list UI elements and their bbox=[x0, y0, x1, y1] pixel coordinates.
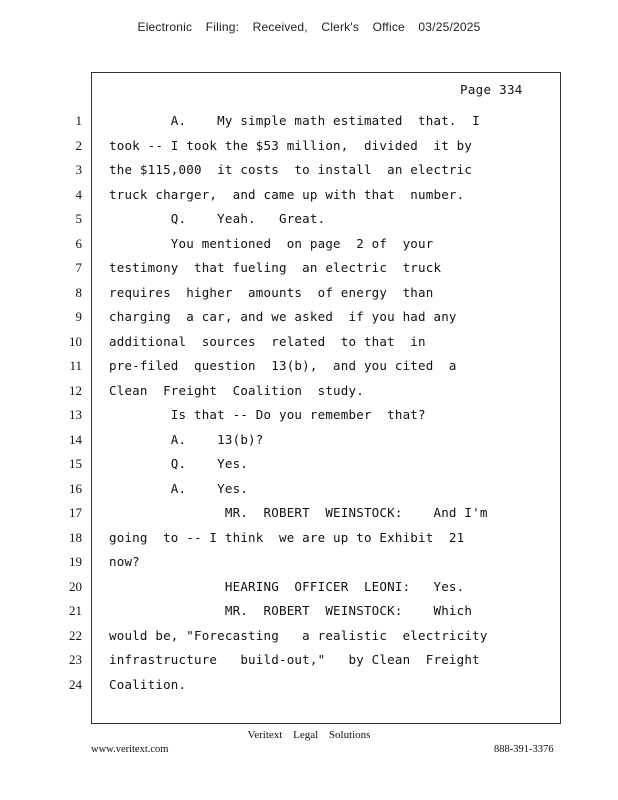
transcript-line bbox=[0, 626, 560, 646]
line-number: 20 bbox=[69, 578, 82, 594]
line-number: 8 bbox=[75, 284, 82, 300]
line-text: the $115,000 it costs to install an electric bbox=[109, 162, 473, 177]
line-number: 13 bbox=[69, 407, 82, 422]
filing-header: Electronic Filing: Received, Clerk's Office 03/25/2025 bbox=[137, 20, 481, 34]
transcript-line bbox=[0, 307, 560, 327]
transcript-line bbox=[0, 283, 560, 303]
line-text: MR. ROBERT WEINSTOCK: And I'm bbox=[109, 505, 488, 520]
transcript-line bbox=[0, 430, 560, 450]
page-number: Page 334 bbox=[460, 82, 523, 97]
transcript-line bbox=[0, 675, 560, 695]
transcript-line bbox=[0, 503, 560, 523]
line-text: took -- I took the $53 million, divided it by bbox=[109, 137, 473, 153]
line-text: MR. ROBERT WEINSTOCK: Which bbox=[109, 603, 473, 618]
line-text: pre-filed question 13(b), and you cited a bbox=[109, 358, 457, 373]
transcript-line bbox=[0, 160, 560, 180]
line-text: You mentioned on page 2 of your bbox=[109, 235, 434, 251]
transcript-line bbox=[0, 209, 560, 229]
line-number: 1 bbox=[75, 113, 82, 128]
footer-phone: 888-391-3376 bbox=[494, 744, 554, 755]
line-text: Q. Yes. bbox=[109, 456, 249, 471]
transcript-line bbox=[0, 601, 560, 621]
line-number: 22 bbox=[69, 627, 82, 643]
line-number: 6 bbox=[75, 235, 82, 251]
line-number: 19 bbox=[69, 554, 82, 569]
transcript-line bbox=[0, 405, 560, 425]
line-number: 3 bbox=[75, 162, 82, 177]
transcript-line bbox=[0, 356, 560, 376]
line-text: A. My simple math estimated that. I bbox=[109, 113, 480, 128]
line-text: A. Yes. bbox=[109, 480, 249, 496]
line-text: would be, "Forecasting a realistic electricity bbox=[109, 627, 488, 643]
transcript-line bbox=[0, 528, 560, 548]
line-number: 15 bbox=[69, 456, 82, 471]
line-text: additional sources related to that in bbox=[109, 333, 426, 349]
line-number: 24 bbox=[69, 676, 82, 692]
line-text: infrastructure build-out," by Clean Freight bbox=[109, 652, 480, 667]
line-number: 11 bbox=[69, 358, 82, 373]
line-number: 2 bbox=[75, 137, 82, 153]
transcript-line bbox=[0, 552, 560, 572]
line-number: 10 bbox=[69, 333, 82, 349]
transcript-line bbox=[0, 332, 560, 352]
transcript-line bbox=[0, 234, 560, 254]
footer-website: www.veritext.com bbox=[91, 744, 169, 755]
line-text: requires higher amounts of energy than bbox=[109, 284, 434, 300]
line-number: 18 bbox=[69, 529, 82, 545]
line-text: HEARING OFFICER LEONI: Yes. bbox=[109, 578, 465, 594]
line-number: 21 bbox=[69, 603, 82, 618]
line-text: Q. Yeah. Great. bbox=[109, 211, 326, 226]
line-text: now? bbox=[109, 554, 140, 569]
line-text: truck charger, and came up with that number. bbox=[109, 186, 465, 202]
line-number: 23 bbox=[69, 652, 82, 667]
line-number: 14 bbox=[69, 431, 82, 447]
line-number: 17 bbox=[69, 505, 82, 520]
transcript-line bbox=[0, 454, 560, 474]
line-text: Coalition. bbox=[109, 676, 187, 692]
line-text: Clean Freight Coalition study. bbox=[109, 382, 364, 398]
line-text: going to -- I think we are up to Exhibit 21 bbox=[109, 529, 465, 545]
footer-company: Veritext Legal Solutions bbox=[247, 729, 371, 741]
transcript-line bbox=[0, 111, 560, 131]
transcript-line bbox=[0, 381, 560, 401]
line-text: Is that -- Do you remember that? bbox=[109, 407, 426, 422]
line-number: 16 bbox=[69, 480, 82, 496]
line-text: charging a car, and we asked if you had any bbox=[109, 309, 457, 324]
transcript-line bbox=[0, 136, 560, 156]
line-number: 12 bbox=[69, 382, 82, 398]
transcript-line bbox=[0, 258, 560, 278]
line-text: testimony that fueling an electric truck bbox=[109, 260, 442, 275]
transcript-line bbox=[0, 185, 560, 205]
line-number: 4 bbox=[75, 186, 82, 202]
transcript-line bbox=[0, 479, 560, 499]
transcript-line bbox=[0, 577, 560, 597]
line-number: 9 bbox=[75, 309, 82, 324]
transcript-line bbox=[0, 650, 560, 670]
line-number: 7 bbox=[75, 260, 82, 275]
line-text: A. 13(b)? bbox=[109, 431, 264, 447]
line-number: 5 bbox=[75, 211, 82, 226]
